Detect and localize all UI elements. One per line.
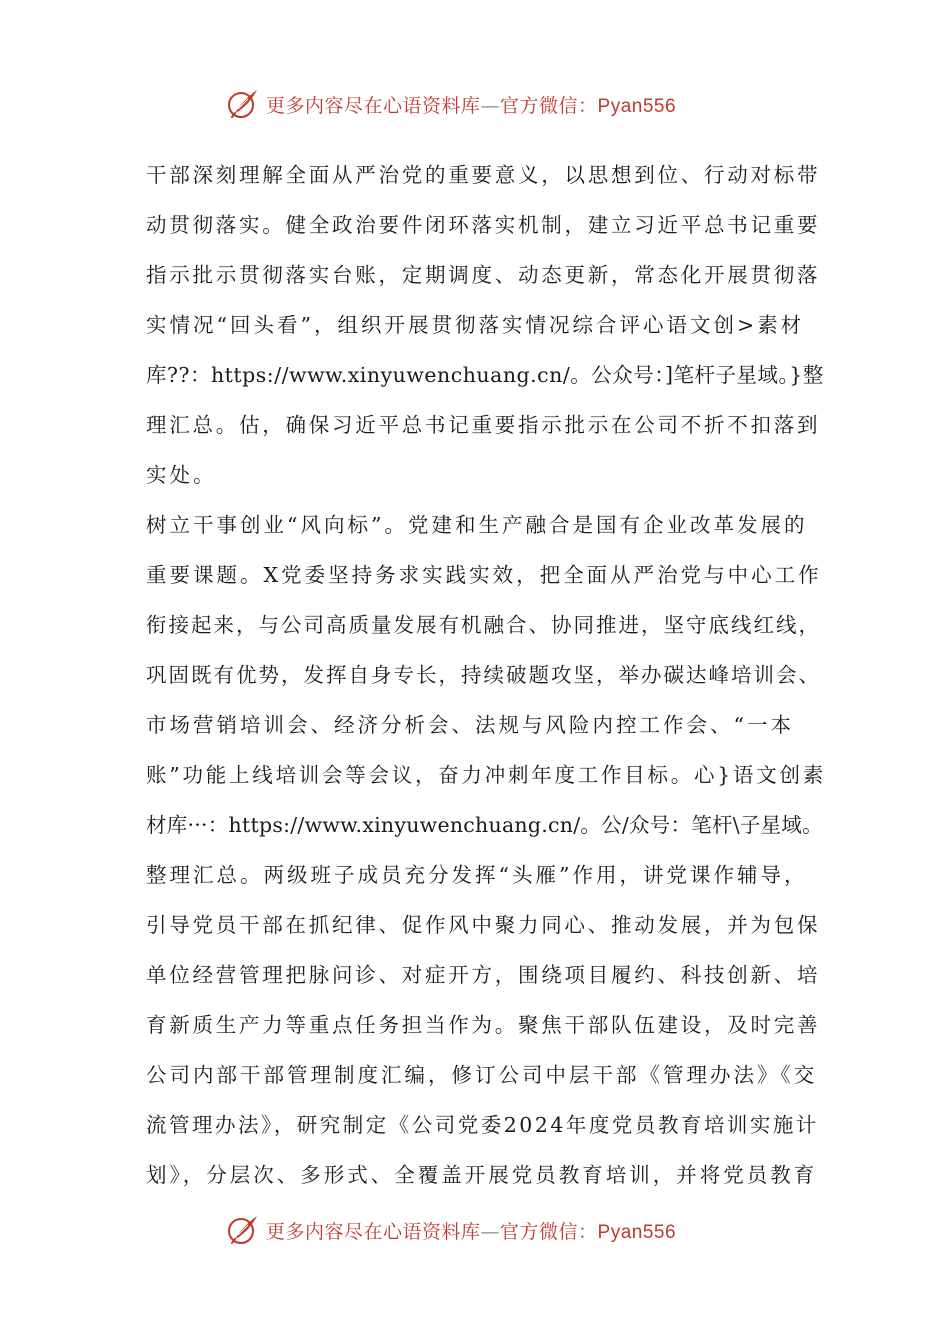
banner-text (266, 91, 676, 118)
text-line: 衔接起来，与公司高质量发展有机融合、协同推进，坚守底线红线， (146, 613, 821, 637)
footer-banner (226, 1210, 746, 1250)
text-line: 划》，分层次、多形式、全覆盖开展党员教育培训，并将党员教育 (146, 1163, 818, 1187)
quill-pen-logo-icon (226, 87, 260, 121)
banner-wechat-label: 官方微信： (500, 94, 598, 117)
quill-pen-logo-icon (226, 1213, 260, 1247)
text-line: 流管理办法》，研究制定《公司党委2024年度党员教育培训实施计 (146, 1113, 819, 1137)
banner-site-name: 更多内容尽在心语资料库 (266, 94, 481, 117)
text-line: 引导党员干部在抓纪律、促作风中聚力同心、推动发展，并为包保 (146, 913, 821, 937)
text-line: 市场营销培训会、经济分析会、法规与风险内控工作会、“一本 (146, 713, 794, 737)
text-line: 重要课题。X党委坚持务求实践实效，把全面从严治党与中心工作 (146, 563, 822, 587)
text-line: 育新质生产力等重点任务担当作为。聚焦干部队伍建设，及时完善 (146, 1013, 821, 1037)
banner-text (266, 1217, 676, 1244)
text-line: 账”功能上线培训会等会议，奋力冲刺年度工作目标。心}语文创素 (146, 763, 827, 787)
text-line: 单位经营管理把脉问诊、对症开方，围绕项目履约、科技创新、培 (146, 963, 821, 987)
banner-wechat-id: Pyan556 (597, 95, 677, 117)
text-line: 动贯彻落实。健全政治要件闭环落实机制，建立习近平总书记重要 (146, 213, 821, 237)
banner-dash: — (480, 94, 501, 117)
text-line: 指示批示贯彻落实台账，定期调度、动态更新，常态化开展贯彻落 (146, 263, 821, 287)
text-line: 实处。 (146, 463, 217, 487)
banner-site-name: 更多内容尽在心语资料库 (266, 1220, 481, 1243)
text-line: 库??：https://www.xinyuwenchuang.cn/。公众号：]笔杆子星域。}整 (146, 363, 824, 387)
text-line: 实情况“回头看”，组织开展贯彻落实情况综合评心语文创>素材 (146, 313, 805, 337)
text-line: 干部深刻理解全面从严治党的重要意义，以思想到位、行动对标带 (146, 163, 821, 187)
text-line: 公司内部干部管理制度汇编，修订公司中层干部《管理办法》《交 (146, 1063, 818, 1087)
banner-wechat-id: Pyan556 (597, 1221, 677, 1243)
text-line: 理汇总。估，确保习近平总书记重要指示批示在公司不折不扣落到 (146, 413, 821, 437)
banner-wechat-label: 官方微信： (500, 1220, 598, 1243)
text-line: 巩固既有优势，发挥自身专长，持续破题攻坚，举办碳达峰培训会、 (146, 663, 821, 687)
text-line: 材库···：https://www.xinyuwenchuang.cn/。公/众号：笔杆\子星域。 (146, 813, 823, 837)
header-banner (226, 84, 746, 124)
document-body (146, 150, 826, 1200)
text-line: 整理汇总。两级班子成员充分发挥“头雁”作用，讲党课作辅导， (146, 863, 808, 887)
text-line: 树立干事创业“风向标”。党建和生产融合是国有企业改革发展的 (146, 513, 808, 537)
banner-dash: — (480, 1220, 501, 1243)
